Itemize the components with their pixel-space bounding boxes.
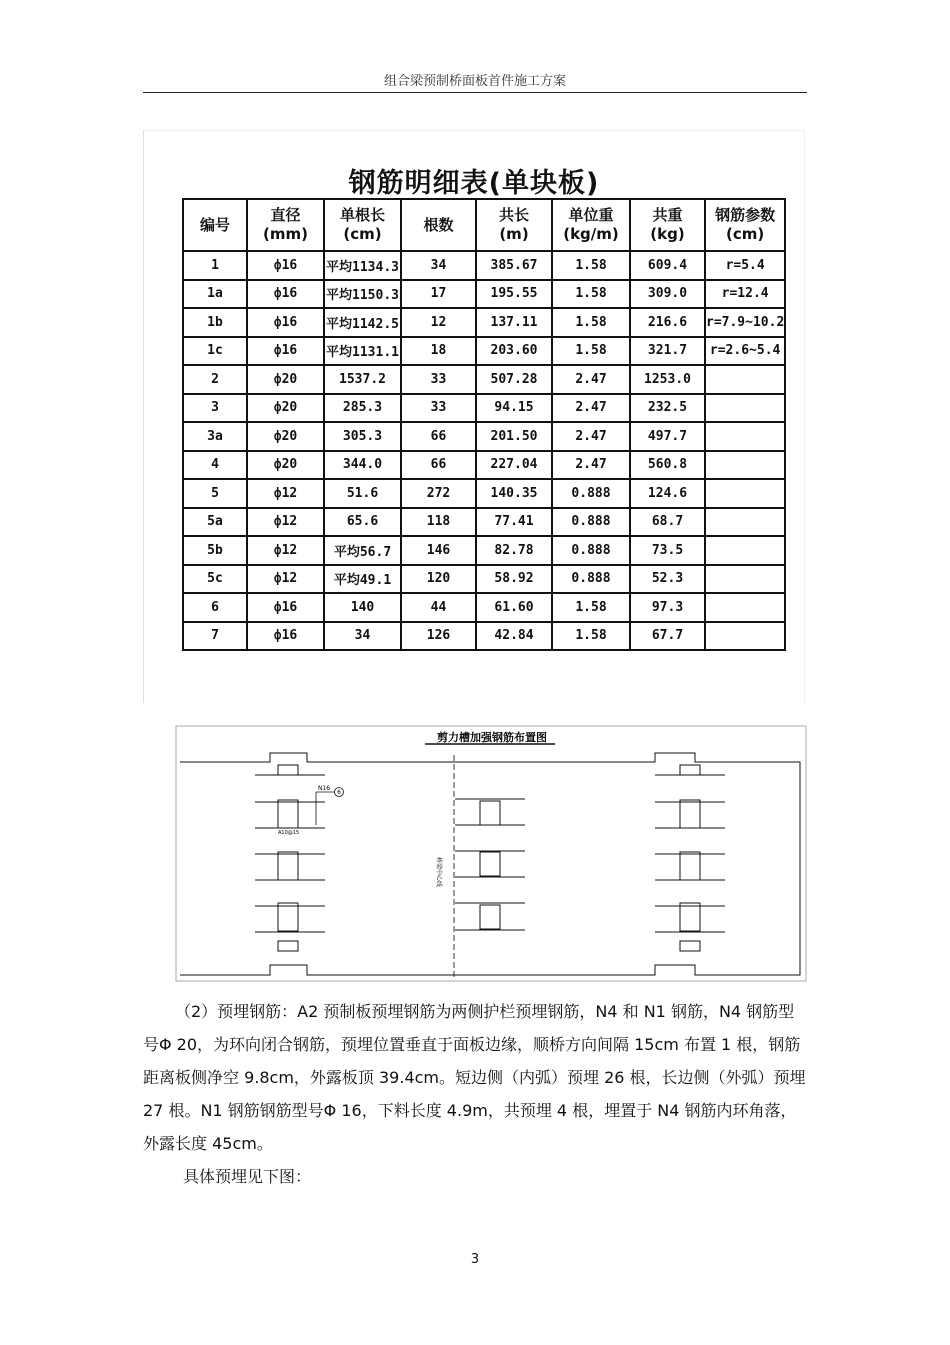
table-cell: 1a [183,280,247,309]
header-label: 单位重 [568,206,614,224]
table-cell: 4 [183,451,247,480]
table-cell: 1b [183,308,247,337]
table-cell: 42.84 [476,622,552,651]
table-row [183,565,785,594]
diagram-svg [175,725,807,982]
table-cell: 平均1131.1 [324,337,401,366]
table-cell: 平均1134.3 [324,251,401,280]
table-cell: 66 [401,451,476,480]
bottom-label: A10@15 [278,830,300,836]
header-unit: (m) [499,225,529,243]
table-cell: ф16 [247,251,324,280]
header-cell [630,199,705,251]
header-cell [476,199,552,251]
header-cell [705,199,785,251]
header-cell [552,199,630,251]
table-cell: 385.67 [476,251,552,280]
table-cell: 146 [401,536,476,565]
table-title: 钢筋明细表(单块板) [348,168,600,199]
table-cell: ф16 [247,337,324,366]
table-row [183,479,785,508]
callout-number: 6 [337,789,341,796]
center-label: 桥梁中心线 [435,857,442,888]
table-cell: 1.58 [552,593,630,622]
table-cell [705,536,785,565]
table-cell: 309.0 [630,280,705,309]
table-cell: 1c [183,337,247,366]
paragraph-see-figure: 具体预埋见下图： [183,1167,312,1186]
table-row [183,508,785,537]
table-cell: 216.6 [630,308,705,337]
table-cell [705,565,785,594]
table-cell: ф16 [247,622,324,651]
table-cell: 497.7 [630,422,705,451]
table-cell: 1.58 [552,308,630,337]
table-cell: 平均49.1 [324,565,401,594]
table-cell: 124.6 [630,479,705,508]
shear-groove-diagram [175,725,807,982]
table-row [183,251,785,280]
table-cell: 1253.0 [630,365,705,394]
table-cell: 77.41 [476,508,552,537]
table-cell: 51.6 [324,479,401,508]
page-header [143,66,807,93]
table-cell [705,422,785,451]
table-cell [705,593,785,622]
table-cell: ф12 [247,508,324,537]
table-cell: 140 [324,593,401,622]
table-cell: 82.78 [476,536,552,565]
table-cell: 0.888 [552,565,630,594]
table-cell: 5b [183,536,247,565]
body-text [143,995,807,1193]
table-cell: ф12 [247,536,324,565]
page-number: 3 [470,1252,480,1267]
table-cell: 44 [401,593,476,622]
table-cell: 285.3 [324,394,401,423]
table-cell: ф12 [247,479,324,508]
table-cell: 58.92 [476,565,552,594]
table-cell: ф20 [247,422,324,451]
table-cell: 1.58 [552,337,630,366]
header-label: 共长 [498,206,529,224]
table-row [183,394,785,423]
table-cell: 203.60 [476,337,552,366]
table-cell: 7 [183,622,247,651]
table-cell: 5 [183,479,247,508]
header-unit: (kg) [650,225,685,243]
table-cell: 33 [401,394,476,423]
table-cell: 560.8 [630,451,705,480]
table-cell: r=12.4 [705,280,785,309]
table-cell: 1 [183,251,247,280]
header-cell [324,199,401,251]
table-cell [705,622,785,651]
table-cell: ф16 [247,308,324,337]
table-cell: 140.35 [476,479,552,508]
table-cell: r=7.9~10.2 [705,308,785,337]
table-cell: 2.47 [552,422,630,451]
table-cell [705,394,785,423]
table-cell: 67.7 [630,622,705,651]
table-cell: 5a [183,508,247,537]
table-row [183,622,785,651]
table-cell: ф16 [247,593,324,622]
paragraph-embedded-rebar: （2）预埋钢筋：A2 预制板预埋钢筋为两侧护栏预埋钢筋，N4 和 N1 钢筋，N4 钢筋型号Φ 20，为环向闭合钢筋，预埋位置垂直于面板边缘，顺桥方向间隔 15cm 布置 1 根，钢筋距离板侧净空 9.8cm，外露板顶 39.4cm。短边侧（内弧）预埋 26 根，长边侧（外弧）预埋 27 根。N1 钢筋钢筋型号Φ 16，下料长度 4.9m，共预埋 4 根，埋置于 N4 钢筋内环角落，外露长度 45cm。 [143,1002,806,1153]
table-cell: r=5.4 [705,251,785,280]
table-cell: r=2.6~5.4 [705,337,785,366]
table-cell: ф20 [247,394,324,423]
table-cell: 2.47 [552,394,630,423]
table-body [183,251,785,650]
table-row [183,280,785,309]
table-cell: 18 [401,337,476,366]
table-cell: 52.3 [630,565,705,594]
table-cell [705,479,785,508]
table-cell: ф20 [247,365,324,394]
table-cell [705,451,785,480]
table-cell: 0.888 [552,479,630,508]
header-label: 共重 [652,206,683,224]
table-row [183,593,785,622]
table-cell: 272 [401,479,476,508]
table-cell: 232.5 [630,394,705,423]
table-cell: ф16 [247,280,324,309]
table-cell: 609.4 [630,251,705,280]
header-label: 编号 [199,215,230,234]
table-cell: 344.0 [324,451,401,480]
table-cell: 66 [401,422,476,451]
table-cell: 34 [324,622,401,651]
table-cell: 305.3 [324,422,401,451]
table-cell: ф12 [247,565,324,594]
table-cell: 227.04 [476,451,552,480]
header-label: 钢筋参数 [715,206,776,224]
table-cell: 34 [401,251,476,280]
table-cell: 3 [183,394,247,423]
table-cell: 120 [401,565,476,594]
header-cell [247,199,324,251]
table-cell: 33 [401,365,476,394]
table-cell: 1537.2 [324,365,401,394]
table-cell: 1.58 [552,622,630,651]
table-cell: 平均56.7 [324,536,401,565]
table-cell: 3a [183,422,247,451]
header-label: 单根长 [339,206,385,224]
table-cell: 195.55 [476,280,552,309]
table-cell: 1.58 [552,280,630,309]
callout-label: N16 [318,785,331,792]
header-label: 根数 [423,215,454,234]
table-cell: 507.28 [476,365,552,394]
table-row [183,536,785,565]
rebar-table [182,198,786,651]
table-cell: 2.47 [552,365,630,394]
table-cell: 118 [401,508,476,537]
table-cell [705,508,785,537]
header-title: 组合梁预制桥面板首件施工方案 [383,74,566,89]
table-cell: 94.15 [476,394,552,423]
table-cell: 平均1142.5 [324,308,401,337]
header-unit: (cm) [343,225,382,243]
header-label: 直径 [270,206,301,224]
table-cell: 0.888 [552,508,630,537]
table-cell: 321.7 [630,337,705,366]
table-row [183,365,785,394]
rebar-table-image [143,130,805,703]
header-cell [183,199,247,251]
table-cell: ф20 [247,451,324,480]
table-cell: 5c [183,565,247,594]
table-cell: 17 [401,280,476,309]
table-row [183,337,785,366]
table-cell: 137.11 [476,308,552,337]
table-cell: 68.7 [630,508,705,537]
table-cell: 61.60 [476,593,552,622]
table-cell: 126 [401,622,476,651]
table-row [183,451,785,480]
table-cell: 97.3 [630,593,705,622]
header-unit: (cm) [726,225,765,243]
table-row [183,308,785,337]
table-cell: 2 [183,365,247,394]
table-cell [705,365,785,394]
table-cell: 平均1150.3 [324,280,401,309]
table-cell: 73.5 [630,536,705,565]
table-cell: 2.47 [552,451,630,480]
table-cell: 201.50 [476,422,552,451]
table-cell: 65.6 [324,508,401,537]
header-unit: (mm) [263,225,308,243]
table-row [183,422,785,451]
table-cell: 0.888 [552,536,630,565]
table-header-row [183,199,785,251]
header-cell [401,199,476,251]
table-cell: 6 [183,593,247,622]
diagram-title: 剪力槽加强钢筋布置图 [437,731,547,744]
table-cell: 1.58 [552,251,630,280]
table-cell: 12 [401,308,476,337]
header-unit: (kg/m) [563,225,619,243]
